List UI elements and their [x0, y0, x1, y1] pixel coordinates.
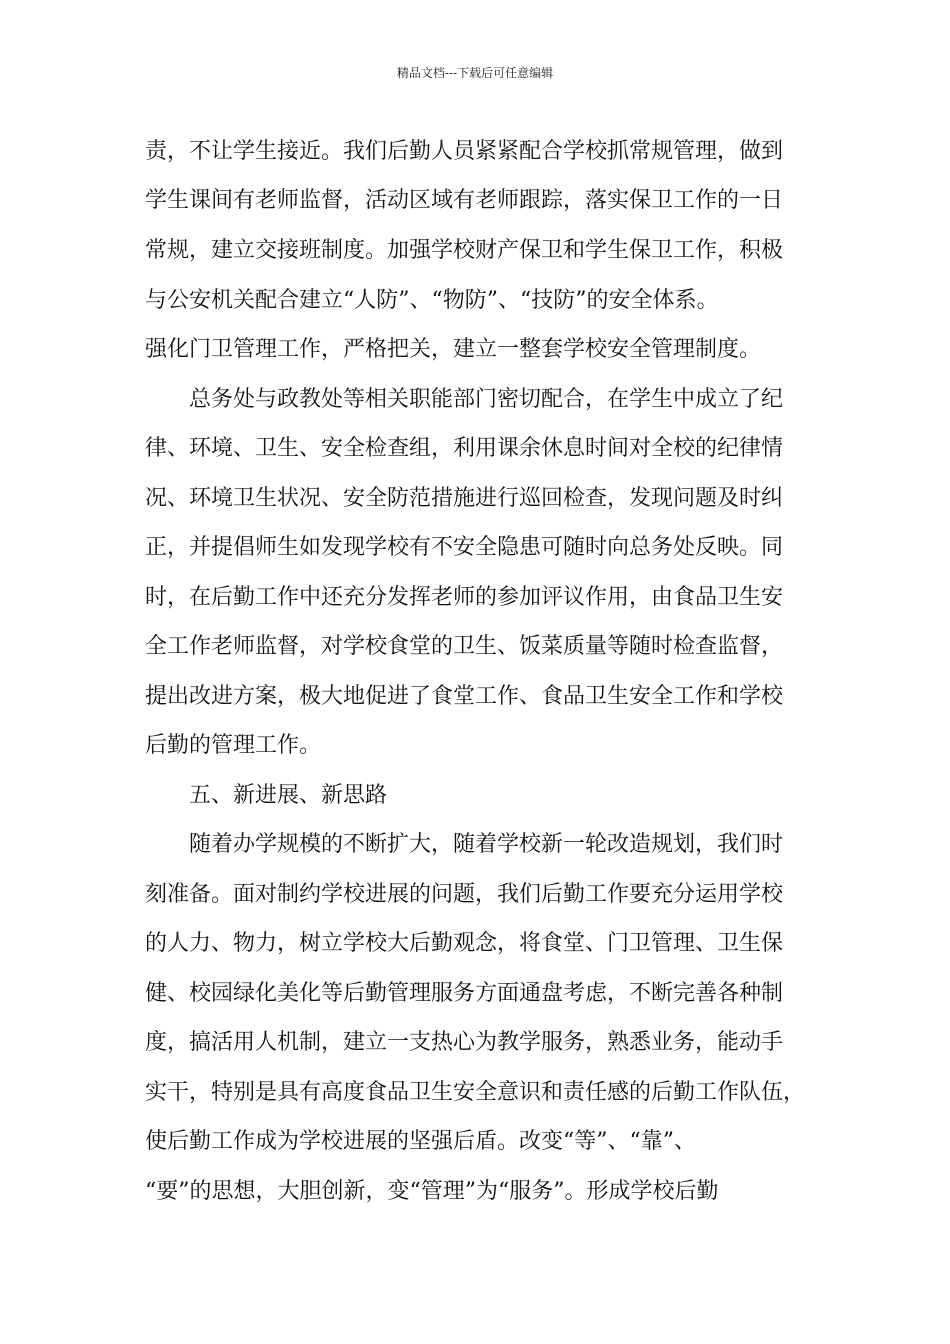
paragraph-first-line: 总务处与政教处等相关职能部门密切配合，在学生中成立了纪 [189, 387, 784, 412]
text-line: 健、校园绿化美化等后勤管理服务方面通盘考虑，不断完善各种制 [145, 981, 784, 1006]
text-line: 度，搞活用人机制，建立一支热心为教学服务，熟悉业务，能动手 [145, 1030, 784, 1055]
page-header: 精品文档---下载后可任意编辑 [396, 66, 554, 80]
text-line: 使后勤工作成为学校进展的坚强后盾。改变“等”、“靠”、 [145, 1129, 696, 1154]
text-line: 强化门卫管理工作，严格把关，建立一整套学校安全管理制度。 [145, 337, 762, 362]
text-line: 的人力、物力，树立学校大后勤观念，将食堂、门卫管理、卫生保 [145, 931, 784, 956]
text-line: 律、环境、卫生、安全检查组，利用课余休息时间对全校的纪律情 [145, 436, 784, 461]
text-line: 学生课间有老师监督，活动区域有老师跟踪，落实保卫工作的一日 [145, 188, 784, 213]
text-line: 时，在后勤工作中还充分发挥老师的参加评议作用，由食品卫生安 [145, 585, 784, 610]
text-line: 况、环境卫生状况、安全防范措施进行巡回检查，发现问题及时纠 [145, 486, 784, 511]
text-line: 正，并提倡师生如发现学校有不安全隐患可随时向总务处反映。同 [145, 535, 784, 560]
paragraph-first-line: 随着办学规模的不断扩大，随着学校新一轮改造规划，我们时 [189, 832, 784, 857]
text-line: 刻准备。面对制约学校进展的问题，我们后勤工作要充分运用学校 [145, 882, 784, 907]
text-line: 后勤的管理工作。 [145, 733, 322, 758]
text-line: 全工作老师监督，对学校食堂的卫生、饭菜质量等随时检查监督， [145, 634, 784, 659]
text-line: “要”的思想，大胆创新，变“管理”为“服务”。形成学校后勤 [145, 1179, 719, 1204]
text-line: 与公安机关配合建立“人防”、“物防”、“技防”的安全体系。 [145, 288, 719, 313]
section-heading: 五、新进展、新思路 [189, 783, 388, 808]
text-line: 提出改进方案，极大地促进了食堂工作、食品卫生安全工作和学校 [145, 684, 784, 709]
text-line: 责，不让学生接近。我们后勤人员紧紧配合学校抓常规管理，做到 [145, 139, 784, 164]
text-line: 常规，建立交接班制度。加强学校财产保卫和学生保卫工作，积极 [145, 238, 784, 263]
text-line: 实干，特别是具有高度食品卫生安全意识和责任感的后勤工作队伍， [145, 1080, 805, 1105]
